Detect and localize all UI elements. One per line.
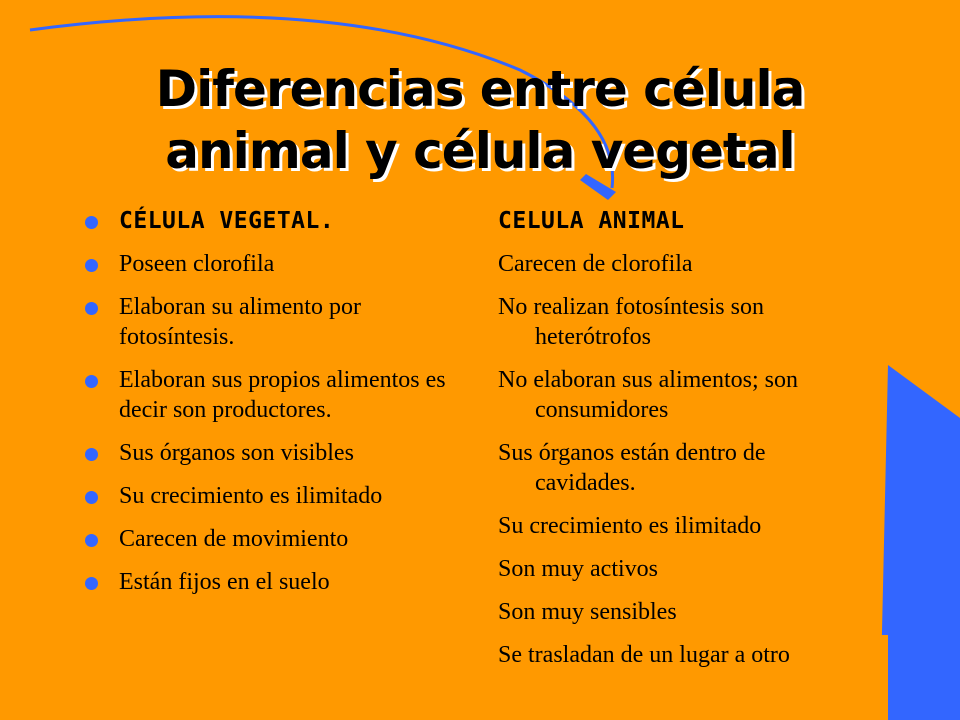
vegetal-item: Carecen de movimiento <box>85 524 470 554</box>
animal-item: Se trasladan de un lugar a otro <box>498 642 790 668</box>
vegetal-column <box>85 206 470 610</box>
animal-header: CELULA ANIMAL <box>498 208 685 234</box>
animal-item: No elaboran sus alimentos; son consumidores <box>498 367 798 423</box>
animal-item: Su crecimiento es ilimitado <box>498 513 762 539</box>
vegetal-item: Su crecimiento es ilimitado <box>85 481 470 511</box>
decor-blue-panel <box>880 365 960 720</box>
animal-item: Carecen de clorofila <box>498 251 693 277</box>
vegetal-item: Sus órganos son visibles <box>85 438 470 468</box>
animal-item: Son muy activos <box>498 556 658 582</box>
animal-item: Sus órganos están dentro de cavidades. <box>498 440 766 496</box>
animal-item: No realizan fotosíntesis son heterótrofos <box>498 294 764 350</box>
vegetal-item: Poseen clorofila <box>85 249 470 279</box>
slide-title: Diferencias entre célula animal y célula vegetal <box>155 60 805 180</box>
decor-panel-edge <box>877 635 888 720</box>
vegetal-header: CÉLULA VEGETAL. <box>85 206 470 236</box>
vegetal-item: Elaboran sus propios alimentos es decir son productores. <box>85 365 470 425</box>
animal-list <box>498 206 868 670</box>
animal-column <box>498 206 868 683</box>
animal-item: Son muy sensibles <box>498 599 677 625</box>
vegetal-item: Están fijos en el suelo <box>85 567 470 597</box>
vegetal-list <box>85 206 470 597</box>
vegetal-item: Elaboran su alimento por fotosíntesis. <box>85 292 470 352</box>
